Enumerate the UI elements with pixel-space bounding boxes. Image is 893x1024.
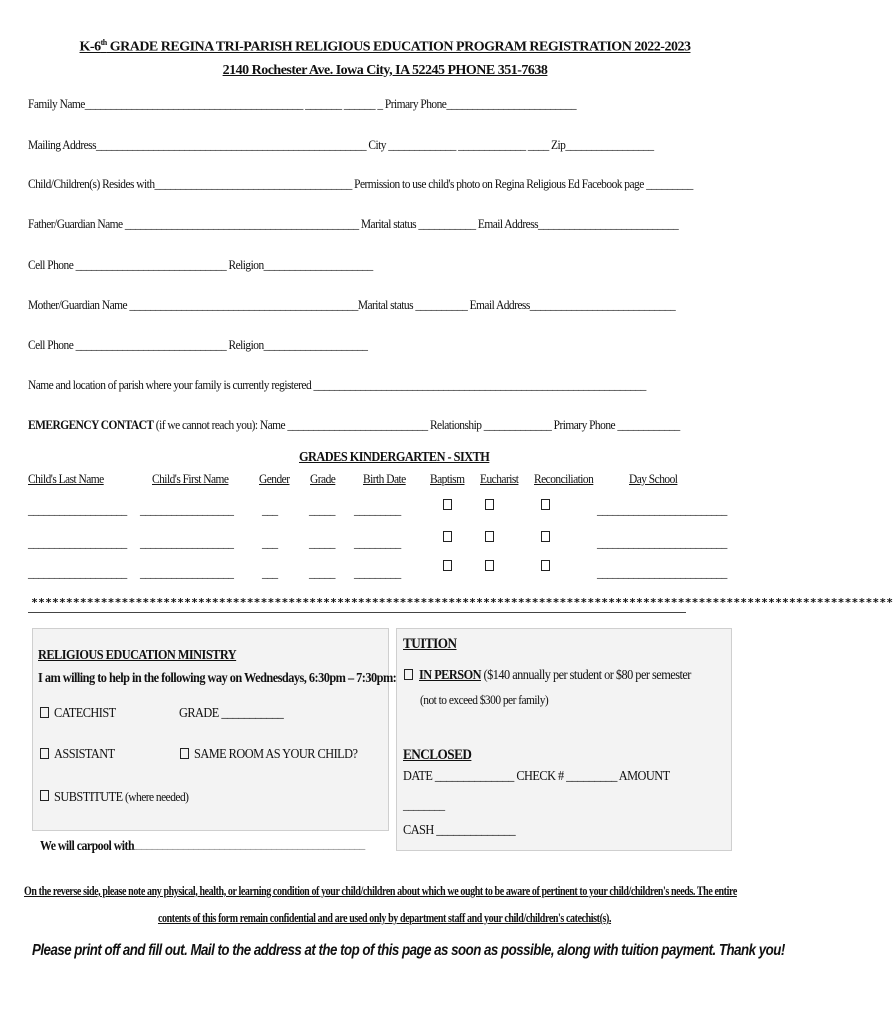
grades-heading: GRADES KINDERGARTEN - SIXTH: [299, 450, 490, 465]
col-baptism: Baptism: [430, 471, 465, 486]
tuition-heading: TUITION: [403, 636, 457, 652]
child2-baptism-checkbox[interactable]: [443, 531, 452, 542]
tuition-panel: [396, 628, 732, 851]
same-room-label: SAME ROOM AS YOUR CHILD?: [194, 747, 358, 762]
child1-grade[interactable]: _____: [309, 502, 335, 517]
child3-reconciliation-checkbox[interactable]: [541, 560, 550, 571]
child3-day-school[interactable]: _________________________: [597, 565, 727, 580]
same-room-checkbox[interactable]: [180, 748, 189, 759]
child2-gender[interactable]: ___: [262, 535, 278, 550]
asterisk-separator: ****************************************************************************************************************************: [31, 596, 893, 609]
parish-field[interactable]: Name and location of parish where your family is currently registered ________________________________________________________________: [28, 377, 646, 392]
in-person-checkbox[interactable]: [404, 669, 413, 680]
child3-birth-date[interactable]: _________: [354, 565, 401, 580]
child3-gender[interactable]: ___: [262, 565, 278, 580]
col-grade: Grade: [310, 471, 336, 486]
assistant-label: ASSISTANT: [54, 747, 115, 762]
child1-baptism-checkbox[interactable]: [443, 499, 452, 510]
emergency-contact-field[interactable]: EMERGENCY CONTACT (if we cannot reach you): Name ___________________________ Relationship _____________ Primary Phone ____________: [28, 417, 680, 432]
enclosed-date-check-amount[interactable]: DATE ______________ CHECK # _________ AMOUNT: [403, 769, 670, 784]
catechist-label: CATECHIST: [54, 706, 116, 721]
mother-cell-field[interactable]: Cell Phone _____________________________ Religion____________________: [28, 337, 368, 352]
child1-birth-date[interactable]: _________: [354, 502, 401, 517]
child1-first-name[interactable]: __________________: [140, 502, 234, 517]
confidential-note-line2: contents of this form remain confidential and are used only by department staff and your child/children's catechist(s).: [158, 911, 612, 925]
mother-guardian-field[interactable]: Mother/Guardian Name ____________________________________________Marital status __________ Email Address____________________________: [28, 297, 676, 312]
catechist-checkbox[interactable]: [40, 707, 49, 718]
child1-gender[interactable]: ___: [262, 502, 278, 517]
children-reside-field[interactable]: Child/Children(s) Resides with______________________________________ Permission to use child's photo on Regina Religious Ed Facebook page _________: [28, 176, 693, 191]
col-birth-date: Birth Date: [363, 471, 406, 486]
child1-reconciliation-checkbox[interactable]: [541, 499, 550, 510]
father-guardian-field[interactable]: Father/Guardian Name _____________________________________________ Marital status ___________ Email Address___________________________: [28, 216, 679, 231]
child2-day-school[interactable]: _________________________: [597, 535, 727, 550]
child1-eucharist-checkbox[interactable]: [485, 499, 494, 510]
ministry-heading: RELIGIOUS EDUCATION MINISTRY: [38, 648, 237, 663]
carpool-field[interactable]: _____________________________________________: [131, 836, 365, 851]
cash-field[interactable]: CASH ______________: [403, 823, 516, 838]
address-line: 2140 Rochester Ave. Iowa City, IA 52245 PHONE 351-7638: [222, 63, 548, 78]
substitute-checkbox[interactable]: [40, 790, 49, 801]
child3-first-name[interactable]: __________________: [140, 565, 234, 580]
emergency-contact-label: EMERGENCY CONTACT: [28, 417, 154, 432]
confidential-note-line1: On the reverse side, please note any physical, health, or learning condition of your child/children about which we ought to be aware of pertinent to your child/children's needs. The entire: [24, 884, 737, 898]
child3-eucharist-checkbox[interactable]: [485, 560, 494, 571]
assistant-checkbox[interactable]: [40, 748, 49, 759]
child3-last-name[interactable]: ___________________: [28, 565, 127, 580]
child2-first-name[interactable]: __________________: [140, 535, 234, 550]
substitute-label: SUBSTITUTE (where needed): [54, 789, 189, 805]
col-gender: Gender: [259, 471, 290, 486]
col-last-name: Child's Last Name: [28, 471, 104, 486]
child1-day-school[interactable]: _________________________: [597, 502, 727, 517]
carpool-label: We will carpool with: [40, 838, 135, 853]
child2-eucharist-checkbox[interactable]: [485, 531, 494, 542]
child2-last-name[interactable]: ___________________: [28, 535, 127, 550]
col-eucharist: Eucharist: [480, 471, 519, 486]
mailing-address-field[interactable]: Mailing Address____________________________________________________ City _____________ _____________ ____ Zip_________________: [28, 137, 654, 152]
ministry-subheading: I am willing to help in the following way on Wednesdays, 6:30pm – 7:30pm:: [38, 671, 397, 686]
family-name-field[interactable]: Family Name__________________________________________ _______ ______ _ Primary Phone_________________________: [28, 96, 577, 111]
tuition-cap-note: (not to exceed $300 per family): [420, 692, 549, 707]
child2-reconciliation-checkbox[interactable]: [541, 531, 550, 542]
child2-birth-date[interactable]: _________: [354, 535, 401, 550]
divider: [28, 612, 686, 613]
col-first-name: Child's First Name: [152, 471, 229, 486]
enclosed-heading: ENCLOSED: [403, 747, 472, 763]
col-day-school: Day School: [629, 471, 678, 486]
father-cell-field[interactable]: Cell Phone _____________________________ Religion_____________________: [28, 257, 373, 272]
child3-grade[interactable]: _____: [309, 565, 335, 580]
child2-grade[interactable]: _____: [309, 535, 335, 550]
amount-field[interactable]: ________: [403, 797, 445, 812]
closing-instruction: Please print off and fill out. Mail to the address at the top of this page as soon as possible, along with tuition payment. Thank you!: [32, 942, 785, 959]
form-title: K-6th GRADE REGINA TRI-PARISH RELIGIOUS EDUCATION PROGRAM REGISTRATION 2022-2023: [79, 38, 691, 55]
child1-last-name[interactable]: ___________________: [28, 502, 127, 517]
in-person-label: IN PERSON ($140 annually per student or $80 per semester: [419, 668, 691, 683]
catechist-grade-field[interactable]: GRADE ___________: [179, 706, 284, 721]
col-reconciliation: Reconciliation: [534, 471, 594, 486]
child3-baptism-checkbox[interactable]: [443, 560, 452, 571]
